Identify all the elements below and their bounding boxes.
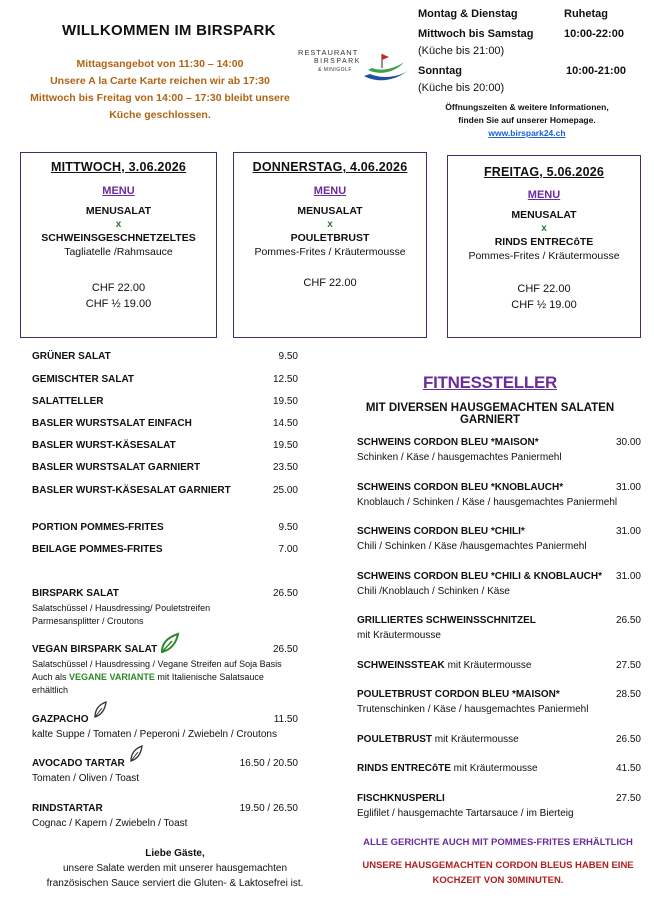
menu-item-suffix: mit Kräutermousse <box>444 660 532 671</box>
guests-line-2: französischen Sauce serviert die Gluten- & Laktosefrei ist. <box>46 878 304 889</box>
menu-item-name: VEGAN BIRSPARK SALAT <box>32 644 158 655</box>
menu-item-desc: Schinken / Käse / hausgemachtes Paniermehl <box>357 452 562 463</box>
menu-item-price: 19.50 <box>272 440 298 451</box>
card-main: RINDS ENTRECôTE <box>494 236 594 248</box>
menu-item-desc: Chili /Knoblauch / Schinken / Käse <box>357 586 510 597</box>
guests-note <box>20 846 330 891</box>
card-side: Pommes-Frites / Kräutermousse <box>254 246 406 258</box>
menu-item-name: AVOCADO TARTAR <box>32 758 125 769</box>
menu-item-price: 19.50 / 26.50 <box>239 803 298 814</box>
menu-item-price: 7.00 <box>278 544 298 555</box>
notice-line-1: Mittagsangebot von 11:30 – 14:00 <box>76 58 244 70</box>
page-title: WILLKOMMEN IM BIRSPARK <box>62 22 276 39</box>
fitness-title: FITNESSTELLER <box>423 373 557 392</box>
menu-item-line <box>357 734 519 745</box>
menu-item-name: BIRSPARK SALAT <box>32 588 119 599</box>
menu-item-price: 9.50 <box>278 522 298 533</box>
menu-item-desc: erhältlich <box>32 685 69 695</box>
menu-item-price: 27.50 <box>615 793 641 804</box>
menu-item-name: FISCHKNUSPERLI <box>357 793 445 804</box>
desc-text: mit Italienische Salatsauce <box>154 672 264 682</box>
notice-line-4: Küche geschlossen. <box>109 109 211 121</box>
menu-item-price: 12.50 <box>272 374 298 385</box>
hours-time-2: 10:00-22:00 <box>564 28 624 40</box>
notice-line-2: Unsere A la Carte Karte reichen wir ab 17:30 <box>50 75 270 87</box>
menu-item-name: SCHWEINSSTEAK <box>357 660 445 671</box>
hours-time-3: 10:00-21:00 <box>566 65 626 77</box>
card-price-half: CHF ½ 19.00 <box>85 298 152 310</box>
menu-item-name: BASLER WURST-KÄSESALAT GARNIERT <box>32 485 231 496</box>
card-side: Tagliatelle /Rahmsauce <box>64 246 173 258</box>
menu-item-desc: Knoblauch / Schinken / Käse / hausgemachtes Paniermehl <box>357 497 618 508</box>
hours-time-1: Ruhetag <box>564 8 608 20</box>
daily-card-thursday <box>233 152 427 338</box>
logo-text-1: RESTAURANT <box>298 48 359 57</box>
menu-item-price: 26.50 <box>272 644 298 655</box>
menu-item-name: GAZPACHO <box>32 714 89 725</box>
menu-item-price: 25.00 <box>272 485 298 496</box>
menu-item-price: 26.50 <box>615 734 641 745</box>
card-separator: x <box>327 219 333 230</box>
logo-swoosh-icon <box>362 50 410 84</box>
menu-item-name: SCHWEINS CORDON BLEU *CHILI* <box>357 526 525 537</box>
card-date: FREITAG, 5.06.2026 <box>483 165 605 179</box>
menu-item-price: 26.50 <box>272 588 298 599</box>
info-block <box>414 101 640 140</box>
menu-item-desc: Tomaten / Oliven / Toast <box>32 773 140 784</box>
menu-item-price: 31.00 <box>615 526 641 537</box>
vegan-leaf-icon <box>128 744 144 764</box>
menu-item-price: 16.50 / 20.50 <box>239 758 298 769</box>
menu-item-name: GRÜNER SALAT <box>32 351 111 362</box>
menu-item-price: 19.50 <box>272 396 298 407</box>
menu-item-name: BASLER WURSTSALAT GARNIERT <box>32 462 201 473</box>
menu-item-name: BEILAGE POMMES-FRITES <box>32 544 163 555</box>
card-price-full: CHF 22.00 <box>91 282 146 294</box>
card-menu-label: MENU <box>102 185 135 197</box>
menu-item-name: SCHWEINS CORDON BLEU *CHILI & KNOBLAUCH* <box>357 571 602 582</box>
card-starter: MENUSALAT <box>85 205 152 217</box>
card-price-full: CHF 22.00 <box>517 283 571 295</box>
menu-item-desc: Trutenschinken / Käse / hausgemachtes Paniermehl <box>357 704 589 715</box>
homepage-link[interactable]: www.birspark24.ch <box>488 128 566 138</box>
opening-hours <box>418 6 648 97</box>
menu-item-name: POULETBRUST <box>357 734 432 745</box>
card-starter: MENUSALAT <box>511 209 577 221</box>
desc-text: Auch als <box>32 672 70 682</box>
menu-item-desc: Salatschüssel / Hausdressing/ Pouletstreifen <box>32 603 211 613</box>
logo-text-3: & MINIGOLF <box>318 67 352 73</box>
logo-text-2: BIRSPARK <box>314 58 361 65</box>
daily-card-wednesday <box>20 152 217 338</box>
card-date: DONNERSTAG, 4.06.2026 <box>252 160 408 174</box>
hours-day-1: Montag & Dienstag <box>418 8 518 20</box>
menu-item-desc: Cognac / Kapern / Zwiebeln / Toast <box>32 818 188 829</box>
menu-item-price: 31.00 <box>615 482 641 493</box>
notice-line-3: Mittwoch bis Freitag von 14:00 – 17:30 bleibt unsere <box>30 92 290 104</box>
menu-item-desc: Salatschüssel / Hausdressing / Vegane Streifen auf Soja Basis <box>32 659 282 669</box>
info-line-2: finden Sie auf unserer Homepage. <box>458 115 596 125</box>
vegan-variant-label: VEGANE VARIANTE <box>69 672 155 682</box>
menu-item-name: PORTION POMMES-FRITES <box>32 522 164 533</box>
menu-item-line <box>357 660 532 671</box>
menu-item-desc <box>32 671 264 684</box>
menu-item-desc: Eglifilet / hausgemachte Tartarsauce / im Bierteig <box>357 808 574 819</box>
menu-item-price: 31.00 <box>615 571 641 582</box>
card-menu-label: MENU <box>527 189 561 201</box>
menu-item-suffix: mit Kräutermousse <box>432 734 519 745</box>
card-price-half: CHF ½ 19.00 <box>511 299 577 311</box>
menu-item-price: 9.50 <box>278 351 298 362</box>
card-price-full: CHF 22.00 <box>303 277 357 289</box>
menu-item-suffix: mit Kräutermousse <box>450 763 538 774</box>
hours-day-3: Sonntag <box>418 65 462 77</box>
card-separator: x <box>115 219 122 230</box>
fitness-subtitle: MIT DIVERSEN HAUSGEMACHTEN SALATEN GARNIERT <box>365 402 615 426</box>
vegan-leaf-icon <box>92 700 108 720</box>
menu-item-name: GRILLIERTES SCHWEINSSCHNITZEL <box>357 615 536 626</box>
info-line-1: Öffnungszeiten & weitere Informationen, <box>445 102 609 112</box>
hours-note-3: (Küche bis 20:00) <box>418 82 505 94</box>
menu-item-price: 26.50 <box>615 615 641 626</box>
menu-item-name: SCHWEINS CORDON BLEU *MAISON* <box>357 437 539 448</box>
menu-item-name: RINDSTARTAR <box>32 803 103 814</box>
note-line-1: UNSERE HAUSGEMACHTEN CORDON BLEUS HABEN EINE <box>362 860 634 871</box>
cordon-bleu-note <box>340 858 654 888</box>
restaurant-logo <box>296 46 412 86</box>
menu-item-name: SALATTELLER <box>32 396 104 407</box>
card-separator: x <box>541 223 547 234</box>
note-line-2: KOCHZEIT VON 30MINUTEN. <box>432 875 564 886</box>
fries-note: ALLE GERICHTE AUCH MIT POMMES-FRITES ERHÄLTLICH <box>363 837 633 848</box>
card-main: POULETBRUST <box>290 232 370 244</box>
menu-item-desc: kalte Suppe / Tomaten / Peperoni / Zwiebeln / Croutons <box>32 729 277 740</box>
menu-item-name: GEMISCHTER SALAT <box>32 374 135 385</box>
menu-item-price: 14.50 <box>272 418 298 429</box>
guests-line-1: unsere Salate werden mit unserer hausgemachten <box>62 863 288 874</box>
menu-item-name: POULETBRUST CORDON BLEU *MAISON* <box>357 689 560 700</box>
card-starter: MENUSALAT <box>297 205 363 217</box>
menu-item-name: BASLER WURSTSALAT EINFACH <box>32 418 192 429</box>
menu-item-price: 30.00 <box>615 437 641 448</box>
menu-item-desc: Chili / Schinken / Käse /hausgemachtes Paniermehl <box>357 541 587 552</box>
menu-item-price: 28.50 <box>615 689 641 700</box>
guests-title: Liebe Gäste, <box>145 848 205 859</box>
menu-item-desc: Parmesansplitter / Croutons <box>32 616 144 626</box>
daily-card-friday <box>447 155 641 338</box>
hours-day-2: Mittwoch bis Samstag <box>418 28 534 40</box>
card-main: SCHWEINSGESCHNETZELTES <box>41 232 196 244</box>
card-side: Pommes-Frites / Kräutermousse <box>468 250 620 262</box>
menu-item-desc: mit Kräutermousse <box>357 630 441 641</box>
menu-item-name: BASLER WURST-KÄSESALAT <box>32 440 176 451</box>
menu-item-price: 27.50 <box>615 660 641 671</box>
vegan-leaf-icon <box>158 632 180 654</box>
menu-item-line <box>357 763 538 774</box>
menu-item-price: 11.50 <box>273 714 298 725</box>
menu-item-name: RINDS ENTRECôTE <box>357 763 451 774</box>
menu-item-price: 41.50 <box>615 763 641 774</box>
menu-item-price: 23.50 <box>272 462 298 473</box>
card-menu-label: MENU <box>313 185 347 197</box>
hours-note-2: (Küche bis 21:00) <box>418 45 505 57</box>
lunch-notice <box>20 56 300 124</box>
card-date: MITTWOCH, 3.06.2026 <box>50 160 187 174</box>
menu-item-name: SCHWEINS CORDON BLEU *KNOBLAUCH* <box>357 482 564 493</box>
